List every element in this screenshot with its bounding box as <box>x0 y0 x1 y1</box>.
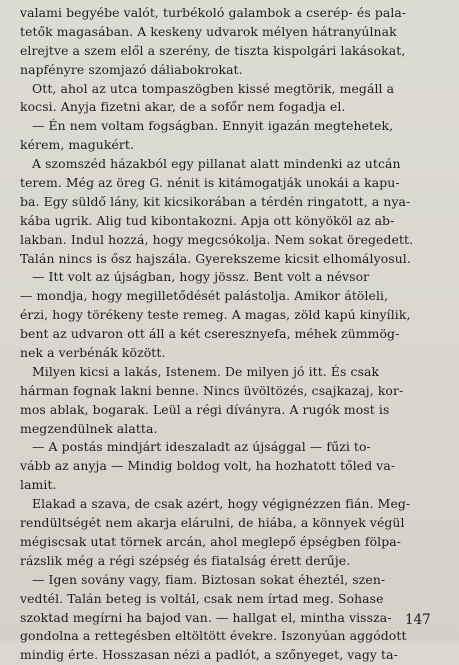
text-line: nek a verbénák között. <box>20 345 166 361</box>
text-line: — A postás mindjárt ideszaladt az újsággal — fűzi to- <box>32 439 371 455</box>
text-line: mégiscsak utat törnek arcán, ahol meglepő épségben fölpa- <box>20 533 402 549</box>
text-line: napfényre szomjazó dáliabokrokat. <box>20 61 243 77</box>
text-line: Elakad a szava, de csak azért, hogy végignézzen fián. Meg- <box>32 496 411 512</box>
page-number: 147 <box>405 612 431 628</box>
text-line: mindig érte. Hosszasan nézi a padlót, a szőnyeget, vagy ta- <box>20 647 398 663</box>
text-line: Milyen kicsi a lakás, Istenem. De milyen jó itt. És csak <box>32 363 380 379</box>
text-line: vább az anyja — Mindig boldog volt, ha hozhatott tőled va- <box>20 458 396 474</box>
text-line: megzendülnek alatta. <box>20 420 158 436</box>
text-line: kába ugrik. Alig tud kibontakozni. Apja ott könyököl az ab- <box>20 212 395 228</box>
text-line: vedtél. Talán beteg is voltál, csak nem írtad meg. Sohase <box>20 590 384 606</box>
text-line: bent az udvaron ott áll a két cseresznyefa, méhek zümmög- <box>20 326 400 342</box>
text-line: — Itt volt az újságban, hogy jössz. Bent volt a névsor <box>32 269 370 285</box>
text-line: Ott, ahol az utca tompaszögben kissé megtörik, megáll a <box>32 80 395 96</box>
text-line: ba. Egy süldő lány, kit kicsikorában a térdén ringatott, a nya- <box>20 193 411 209</box>
body-text <box>20 4 444 665</box>
text-line: tetők magasában. A keskeny udvarok mélyen hátranyúlnak <box>20 23 397 39</box>
text-line: elrejtve a szem elől a szerény, de tiszta kispolgári lakásokat, <box>20 42 406 58</box>
text-line: kocsi. Anyja fizetni akar, de a sofőr nem fogadja el. <box>20 99 346 115</box>
text-line: — Igen sovány vagy, fiam. Biztosan sokat éheztél, szen- <box>32 571 386 587</box>
text-line: terem. Még az öreg G. nénit is kitámogatják unokái a kapu- <box>20 175 400 191</box>
text-line: A szomszéd házakból egy pillanat alatt mindenki az utcán <box>32 156 401 172</box>
text-line: kérem, magukért. <box>20 137 135 153</box>
text-line: — mondja, hogy megilletődését palástolja. Amikor átöleli, <box>20 288 389 304</box>
text-line: lamit. <box>20 477 57 493</box>
text-line: — Én nem voltam fogságban. Ennyit igazán megtehetek, <box>32 118 394 134</box>
text-line: valami begyébe valót, turbékoló galambok a cserép- és pala- <box>20 5 407 20</box>
text-line: szoktad megírni ha bajod van. — hallgat el, mintha vissza- <box>20 609 392 625</box>
text-line: hárman fognak lakni benne. Nincs üvöltözés, csajkazaj, kor- <box>20 382 404 398</box>
text-line: gondolna a rettegésben eltöltött évekre. Iszonyúan aggódott <box>20 628 407 644</box>
text-line: érzi, hogy törékeny teste remeg. A magas, zöld kapú kinyílik, <box>20 307 411 323</box>
text-line: rázslik még a régi szépség és fiatalság érett derűje. <box>20 552 351 568</box>
text-line: mos ablak, bogarak. Leül a régi díványra. A rugók most is <box>20 401 390 417</box>
text-line: Talán nincs is ősz hajszála. Gyerekszeme kicsit elhomályosul. <box>20 250 411 266</box>
text-line: rendültségét nem akarja elárulni, de hiába, a könnyek végül <box>20 515 405 531</box>
text-line: lakban. Indul hozzá, hogy megcsókolja. Nem sokat öregedett. <box>20 231 414 247</box>
